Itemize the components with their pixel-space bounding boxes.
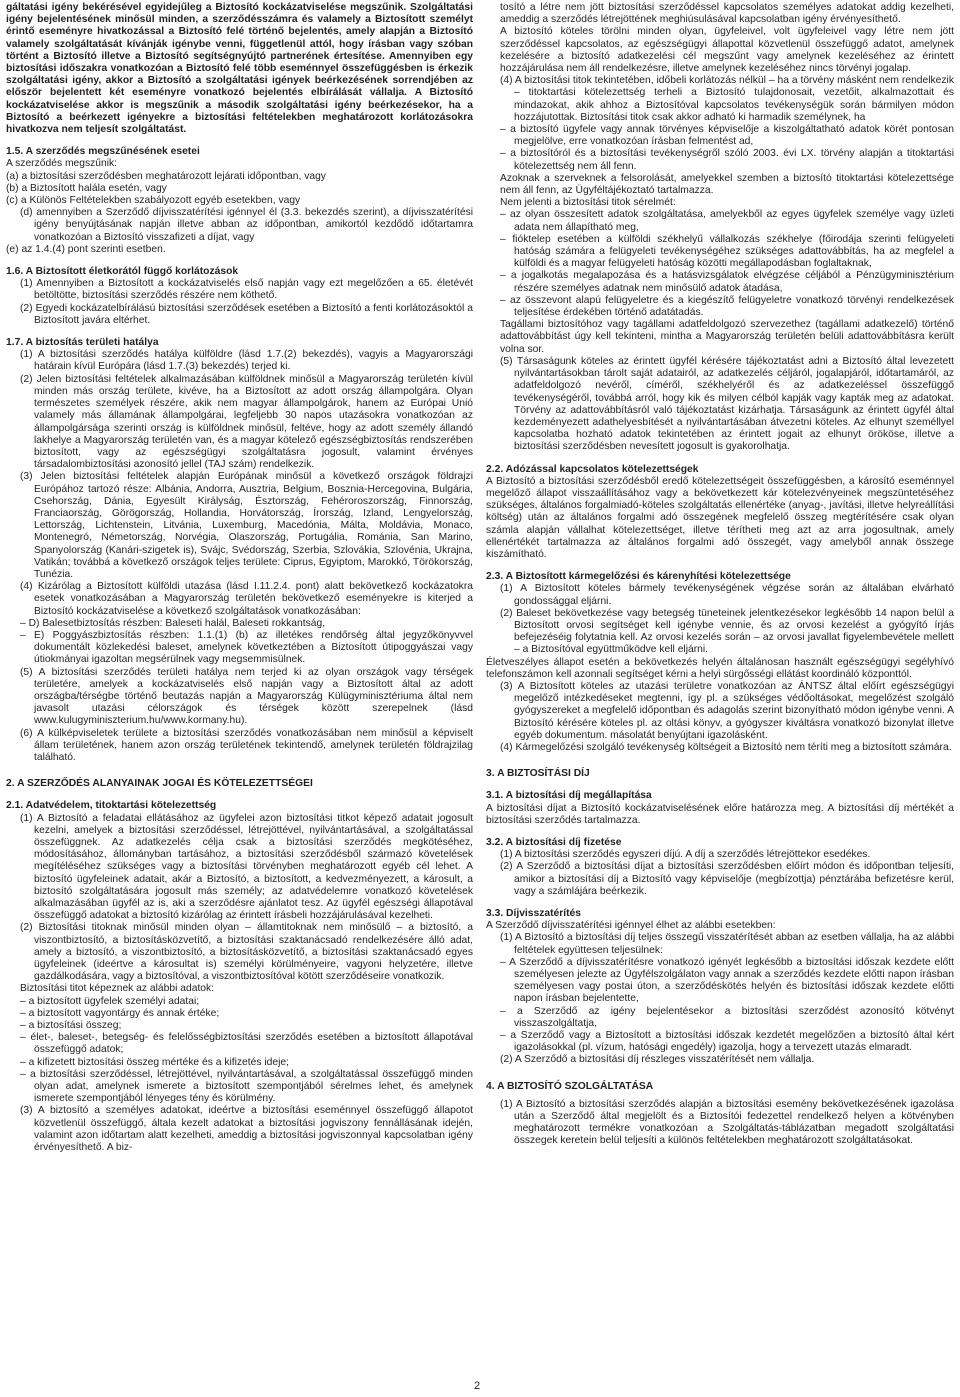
s32-2: (2) A Szerződő a biztosítási díjat a biztosítási szerződésben előírt módon és időpontban teljesíti, amikor a biztosítási díj a Biztosító vagy képviselője (megbízottja) pénztárába befizetésre kerül, vagy a számlájára beérkezik. (500, 861, 954, 897)
s21-5: (5) Társaságunk köteles az érintett ügyfél kérésére tájékoztatást adni a Biztosító által levezetett nyilvántartásokban tárolt saját adatairól, az adatkezelés céljáról, jogalapjáról, időtartamáról, az adatfeldolgozó nevéről, címéről, székhelyéről és az adatkezeléssel összefüggő tevékenységéről, továbbá arról, hogy kik és milyen célból kapják vagy kapták meg az adatokat. Törvény az adattovábbításról való tájékoztatást kizárhatja. Társaságunk az érintett ügyfél által kezdeményezett adathelyesbítését a nyilvántartásában átvezetni köteles. Az elhunyt személlyel kapcsolatba hozható adatok tekintetében az érintett jogait az elhunyt örököse, illetve a biztosítási szerződésben nevesített jogosult is gyakorolhatja. (500, 355, 954, 453)
s17-5: (5) A biztosítási szerződés területi hatálya nem terjed ki az olyan országok vagy térségek területére, amelyek a kockázatviselés első napján vagy a Biztosított által az adott országba/térségbe történő beutazás napján a Magyarország Külügyminisztériuma által nem javasolt utazási célországok és térségek között szerepelnek (lásd www.kulugyminiszterium.hu/www.kormany.hu). (20, 666, 473, 727)
s21-2-item: – a kifizetett biztosítási összeg mértéke és a kifizetés ideje; (20, 1056, 289, 1068)
s33-item: – a Szerződő vagy a Biztosított a biztosítási időszak kezdetét megelőzően a biztosító által kért igazolásokkal (pl. vízum, hatósági engedély) igazolja, hogy a tervezett utazás elmaradt. (500, 1030, 954, 1054)
s21-4-item: – a biztosítóról és a biztosítási tevékenységről szóló 2003. évi LX. törvény alapján a titoktartási kötelezettség nem áll fenn. (500, 148, 954, 172)
s15-lead: A szerződés megszűnik: (6, 158, 118, 170)
s21-2-item: – a biztosított vagyontárgy és annak értéke; (20, 1007, 220, 1019)
chapter-4-title: 4. A BIZTOSÍTÓ SZOLGÁLTATÁSA (486, 1080, 654, 1092)
s21-4-notitem: – az olyan összesített adatok szolgáltatása, amelyekből az egyes ügyfelek személye vagy üzleti adata nem állapítható meg, (500, 209, 954, 233)
s4-1: (1) A Biztosító a biztosítási szerződés alapján a biztosítási esemény bekövetkezésének igazolása után a Szerződő által megjelölt és a Biztosítói fedezettel rendelkező helyen a kötvényben meghatározott termékre vonatkozóan a Szolgáltatás-táblázatban megadott szolgáltatási összegek keretein belül teljesíti a különös feltételekben meghatározott szolgáltatásokat. (500, 1098, 954, 1147)
s17-4: (4) Kizárólag a Biztosított külföldi utazása (lásd I.11.2.4. pont) alatt bekövetkező kockázatokra esetek vonatkozásában a Magyarország területén bekövetkező eseményekre is kiterjed a Biztosító kockázatviselése a következő szolgáltatások vonatkozásában: (20, 581, 473, 617)
s33-lead: A Szerződő díjvisszatérítési igénnyel élhet az alábbi esetekben: (486, 920, 776, 932)
s21-2-lead: Biztosítási titot képeznek az alábbi adatok: (20, 983, 215, 995)
s21-4-item: – a biztosító ügyfele vagy annak törvényes képviselője a kiszolgáltatható adatok körét pontosan megjelölve, erre vonatkozóan írásban felmentést ad, (500, 124, 954, 148)
s17-4-d: – D) Balesetbiztosítás részben: Baleseti halál, Baleseti rokkantság, (20, 617, 326, 629)
s33-item: – A Szerződő a díjvisszatérítésre vonatkozó igényét legkésőbb a biztosítási időszak kezdete előtt személyesen jelezte az Ügyfélszolgálaton vagy annak a szerződés kezdete előtti napon írásban személyesen vagy postai úton, a szerződéskötés helyén és biztosítási időszak kezdete előtti napon írásban bejelentette, (500, 956, 954, 1005)
s21-2-item: – a biztosítási összeg; (20, 1020, 122, 1032)
s21-2-item: – a biztosítási szerződéssel, létrejöttével, nyilvántartásával, a szolgáltatással összefüggő minden olyan adat, amelynek ismerete a biztosított szempontjából sérelmes lehet, és amelynek ismerete szempontjából lényeges tény és körülmény. (20, 1068, 473, 1105)
s17-2: (2) Jelen biztosítási feltételek alkalmazásában külföldnek minősül a Magyarország területén kívül minden más ország területe, kivéve, ha a Biztosított az adott ország állampolgára. Olyan természetes személyek részére, akik nem magyar állampolgárok, hanem az Európai Unió valamely más államának állampolgárai, legfeljebb 30 napos utazásokra vonatkozóan az állampolgársága szerinti ország is külföldnek minősül, feltéve, hogy az adott személy állandó lakhelye a Magyarország területén van, és a magyar kötelező egészségbiztosítás rendszerében biztosított, vagy az egészségügyi szolgáltatásra jogosult, valamint érvényes társadalombiztosítási azonosító jellel (TAJ szám) rendelkezik. (20, 373, 473, 471)
s15-a: (a) a biztosítási szerződésben meghatározott lejárati időpontban, vagy (6, 170, 326, 182)
s17-3: (3) Jelen biztosítási feltételek alapján Európának minősül a következő országok földrajzi Európához tartozó része: Albánia, Andorra, Ausztria, Belgium, Bosznia-Hercegovina, Bulgária, Csehország, Dánia, Egyesült Királyság, Észtország, Fehéroroszország, Finnország, Franciaország, Görögország, Hollandia, Horvátország, Írország, Izland, Lengyelország, Lettország, Lichtenstein, Litvánia, Luxemburg, Macedónia, Málta, Moldávia, Monaco, Montenegró, Németország, Norvégia, Olaszország, Portugália, Románia, San Marino, Spanyolország (Kanári-szigetek is), Svájc, Svédország, Szerbia, Szlovákia, Szlovénia, Ukrajna, Vatikán; továbbá a következő országok teljes területe: Ciprus, Egyiptom, Marokkó, Törökország, Tunézia. (20, 471, 473, 580)
section-3-2-title: 3.2. A biztosítási díj fizetése (486, 837, 622, 848)
chapter-3-title: 3. A BIZTOSÍTÁSI DÍJ (486, 768, 590, 780)
s21-2-item: – élet-, baleset-, betegség- és felelősségbiztosítási szerződés esetében a biztosított állapotával összefüggő adatok; (20, 1032, 473, 1056)
s16-1: (1) Amennyiben a Biztosított a kockázatviselés első napján vagy ezt megelőzően a 65. életévét betöltötte, biztosítási szerződés részére nem köthető. (20, 278, 473, 302)
chapter-2-title: 2. A SZERZŐDÉS ALANYAINAK JOGAI ÉS KÖTELEZETTSÉGEI (6, 778, 313, 790)
s15-d: (d) amennyiben a Szerződő díjvisszatérítési igénnyel él (3.3. bekezdés szerint), a díjvisszatérítési igény benyújtásának napján illetve abban az időpontban, amikortól kezdődő időtartamra vonatkozóan a Biztosító visszafizeti a díjat, vagy (20, 207, 473, 243)
section-3-1-title: 3.1. A biztosítási díj megállapítása (486, 790, 652, 802)
section-1-5-title: 1.5. A szerződés megszűnésének esetei (6, 146, 200, 158)
section-1-7-title: 1.7. A biztosítás területi hatálya (6, 337, 159, 349)
s17-4-e: – E) Poggyászbiztosítás részben: 1.1.(1) (b) az illetékes rendőrség által jegyzőkönyvvel dokumentált közlekedési baleset, amelynek következtében a Biztosított útipoggyászai vagy útiokmányai igazoltan megsérülnek vagy megsemmisülnek. (20, 629, 473, 666)
s15-b: (b) a Biztosított halála esetén, vagy (6, 182, 167, 194)
section-2-1-title: 2.1. Adatvédelem, titoktartási kötelezettség (6, 800, 217, 812)
s33-1: (1) A Biztosító a biztosítási díj teljes összegű visszatérítését abban az esetben vállalja, ha az alábbi feltételek együttesen teljesülnek: (500, 932, 954, 956)
s21-2: (2) Biztosítási titoknak minősül minden olyan – államtitoknak nem minősülő – a biztosító, a viszontbiztosító, a biztosításközvetítő, a biztosítási szaktanácsadó rendelkezésére álló adat, amely a biztosító, a viszontbiztosító, a biztosításközvetítő, a biztosítási szaktanácsadó egyes ügyfeleinek (ideértve a károsultat is) személyi körülményeire, vagyoni helyzetére, illetve gazdálkodására, vagy a biztosítóval, a viszontbiztosítóval kötött szerződéseire vonatkozik. (20, 922, 473, 983)
s33-item: – a Szerződő az igény bejelentésekor a biztosítási szerződést azonosító kötvényt visszaszolgáltatja, (500, 1005, 954, 1029)
intro-paragraph: gáltatási igény bekérésével egyidejűleg a Biztosító kockázatviselése megszűnik. Szolgáltatási igény bejelentésének minősül minden, a szerződésszámra és valamely a Biztosított személyt érintő eseményre hivatkozással a Biztosító felé történő bejelentés, amely alapján a Biztosító valamely szolgáltatását kívánják igénybe venni, függetlenül attól, hogy írásban vagy szóban történt a Biztosító illetve a Biztosító segítségnyújtó partnerének értesítése. Amennyiben egy biztosítási időszakra vonatkozóan a Biztosító felé több eseménnyel összefüggésben is érkezik szolgáltatási igény, akkor a Biztosító a szolgáltatási igények beérkezésének sorrendjében az először bejelentett két eseményre vonatkozó bejelentés elbírálását vállalja. A Biztosító kockázatviselése akkor is megszűnik a második szolgáltatási igény beérkezésekor, ha a Biztosító a beérkezett igényekre a biztosítási feltételekben meghatározott korlátozásokra hivatkozva nem teljesít szolgáltatást. (6, 2, 473, 136)
s21-4-tail: Tagállami biztosítóhoz vagy tagállami adatfeldolgozó szervezethez (tagállami adatkezelő) történő adattovábbítást úgy kell tekinteni, mintha a Magyarország területén belüli adattovábbításra került volna sor. (500, 319, 954, 355)
s23-3: Életveszélyes állapot esetén a bekövetkezés helyén általánosan használt egészségügyi segélyhívó telefonszámon kell azonnali segítséget kérni a helyi sürgősségi ellátást koordináló központtól. (486, 656, 954, 680)
s21-1: (1) A Biztosító a feladatai ellátásához az ügyfelei azon biztosítási titkot képező adatait jogosult kezelni, amelyek a biztosítási szerződéssel, létrejöttével, nyilvántartásával, a szolgáltatással összefüggnek. Az adatkezelés célja csak a biztosítási szerződés megkötéséhez, módosításához, állományban tartásához, a biztosítási szerződésből származó követelések megítéléséhez szükséges vagy a biztosítási törvényben meghatározott egyéb cél lehet. A biztosító ügyfeleinek adatait, akár a Biztosító, a biztosított, a kedvezményezett, a károsult, a biztosító szolgáltatására jogosult más személy; az adatvédelemre vonatkozó követelések alkalmazásában ügyfél az is, aki a szerződésre ajánlatot tesz. Az ügyfél egészségi állapotával összefüggő adatokat a biztosító kizárólag az érintett írásbeli hozzájárulásával kezelheti. (20, 812, 473, 922)
cont-2: A biztosító köteles törölni minden olyan, ügyfeleivel, volt ügyfeleivel vagy létre nem jött szerződéssel kapcsolatos, az egészségügyi állapottal közvetlenül összefüggő adatot, amelynek kezelésére a biztosító adatkezelési cél megszűnt vagy amelynek kezeléséhez az érintett hozzájárulása nem áll rendelkezésre, illetve amelynek kezeléséhez nincs törvényi jogalap. (500, 26, 954, 75)
section-2-2-title: 2.2. Adózással kapcsolatos kötelezettségek (486, 463, 699, 475)
s21-4-notitem: – az összevont alapú felügyeletre és a kiegészítő felügyeletre vonatkozó törvényi rendelkezések teljesítése érdekében történő adatátadás. (500, 294, 954, 319)
s21-4: (4) A biztosítási titok tekintetében, időbeli korlátozás nélkül – ha a törvény másként nem rendelkezik – titoktartási kötelezettség terheli a Biztosító tulajdonosait, vezetőit, alkalmazottait és mindazokat, akik ahhoz a Biztosítóval kapcsolatos tevékenységük során bármilyen módon hozzájutottak. Biztosítási titok csak akkor adható ki harmadik személynek, ha (500, 75, 954, 123)
s21-4-after: Azoknak a szerveknek a felsorolását, amelyekkel szemben a biztosító titoktartási kötelezettsége nem áll fenn, az Ügyféltájékoztató tartalmazza. (500, 172, 954, 197)
left-column (6, 2, 473, 1154)
s21-4-notlead: Nem jelenti a biztosítási titok sérelmét: (500, 197, 676, 209)
s16-2: (2) Egyedi kockázatelbírálású biztosítási szerződések esetében a Biztosító a fenti korlátozásoktól a Biztosított javára eltérhet. (20, 302, 473, 326)
s21-4-notitem: – a jogalkotás megalapozása és a hatásvizsgálatok elvégzése céljából a Pénzügyminisztérium részére személyes adatnak nem minősülő adatok átadása, (500, 270, 954, 294)
page-number: 2 (474, 1380, 481, 1392)
s33-2: (2) A Szerződő a biztosítási díj részleges visszatérítését nem vállalja. (500, 1054, 815, 1066)
section-3-3-title: 3.3. Díjvisszatérítés (486, 908, 582, 920)
s21-4-notitem: – fióktelep esetében a külföldi székhelyű vállalkozás székhelye (főirodája szerinti felügyeleti hatóság számára a felügyeleti tevékenységéhez szükséges adattovábbítás, ha az megfelel a külföldi és a magyar felügyeleti hatóság közötti megállapodásban foglaltaknak, (500, 233, 954, 270)
right-column (486, 2, 954, 1148)
cont-1: tosító a létre nem jött biztosítási szerződéssel kapcsolatos személyes adatokat addig kezelheti, ameddig a szerződés létrejöttének meghiúsulásával kapcsolatban igény érvényesíthető. (500, 2, 954, 26)
s17-6: (6) A külképviseletek területe a biztosítási szerződés vonatkozásában nem minősül a képviselt állam területének, hanem azon ország területének tekintendő, amelynek területén földrajzilag található. (20, 727, 473, 763)
s22-body: A Biztosító a biztosítási szerződésből eredő kötelezettségeit összefüggésben, a károsító eseménnyel megelőző állapot visszaállításához vagy a bekövetkezett kár kötelezvényeinek megszüntetéséhez szükséges, általános forgalmiadó-köteles szolgáltatás ellenértéke (anyag-, javítási, illetve helyreállítási költség) után az általános forgalmi adó összegének megfelelő összeg megtérítésére csak olyan számla alapján vállalhat kötelezettséget, illetve térítheti meg azt az arra jogosultnak, amely ellenértékét tartalmazza az általános forgalmi adó összegét, vagy amelyből annak összege kiszámítható. (486, 475, 954, 560)
s23-1: (1) A Biztosított köteles bármely tevékenységének végzése során az általában elvárható gondossággal eljárni. (500, 583, 954, 607)
s31-body: A biztosítási díjat a Biztosító kockázatviselésének előre határozza meg. A biztosítási díj mértékét a biztosítási szerződés tartalmazza. (486, 802, 954, 826)
section-2-3-title: 2.3. A Biztosított kármegelőzési és kárenyhítési kötelezettsége (486, 571, 791, 583)
s23-4: (3) A Biztosított köteles az utazási területre vonatkozóan az ÁNTSZ által előírt egészségügyi megelőző intézkedéseket megtenni, így pl. a szükséges védőoltásokat, megelőzést szolgáló gyógyszereket a megfelelő időpontban és adagolás szerint bizonyítható módon igénybe venni. A Biztosító kérésére köteles pl. az oltási könyv, a gyógyszer kiváltásra vonatkozó bizonylat illetve egyéb dokumentum. másolatát benyújtani igazolásként. (500, 680, 954, 741)
s23-5: (4) Kármegelőzési szolgáló tevékenység költségeit a Biztosító nem téríti meg a biztosított számára. (500, 741, 952, 753)
s15-e: (e) az 1.4.(4) pont szerinti esetben. (6, 243, 166, 255)
section-1-6-title: 1.6. A Biztosított életkorától függő korlátozások (6, 266, 239, 278)
s23-2: (2) Baleset bekövetkezése vagy betegség tüneteinek jelentkezésekor legkésőbb 14 napon belül a Biztosított orvosi segítséget kell igénybe vennie, és az orvosi kezelést a gyógyító írjás befejezéséig folytatnia kell. Az orvosi kezelés során – az orvosi javallat figyelembevétele mellett – a Biztosítóval együttműködve kell eljárni. (500, 607, 954, 656)
s32-1: (1) A biztosítási szerződés egyszeri díjú. A díj a szerződés létrejöttekor esedékes. (500, 849, 871, 861)
s21-2-item: – a biztosított ügyfelek személyi adatai; (20, 995, 200, 1007)
s17-1: (1) A biztosítási szerződés hatálya külföldre (lásd 1.7.(2) bekezdés), vagyis a Magyarországi határain kívül Európára (lásd 1.7.(3) bekezdés) terjed ki. (20, 349, 473, 373)
s21-3: (3) A biztosító a személyes adatokat, ideértve a biztosítási eseménnyel összefüggő állapotot közvetlenül összefüggő, általa kezelt adatokat a biztosítási jogviszony fennállásának idején, valamint azon időtartam alatt kezelheti, ameddig a biztosítási jogviszonnyal kapcsolatban igény érvényesíthető. A biz- (20, 1105, 473, 1154)
s15-c: (c) a Különös Feltételekben szabályozott egyéb esetekben, vagy (6, 195, 301, 207)
